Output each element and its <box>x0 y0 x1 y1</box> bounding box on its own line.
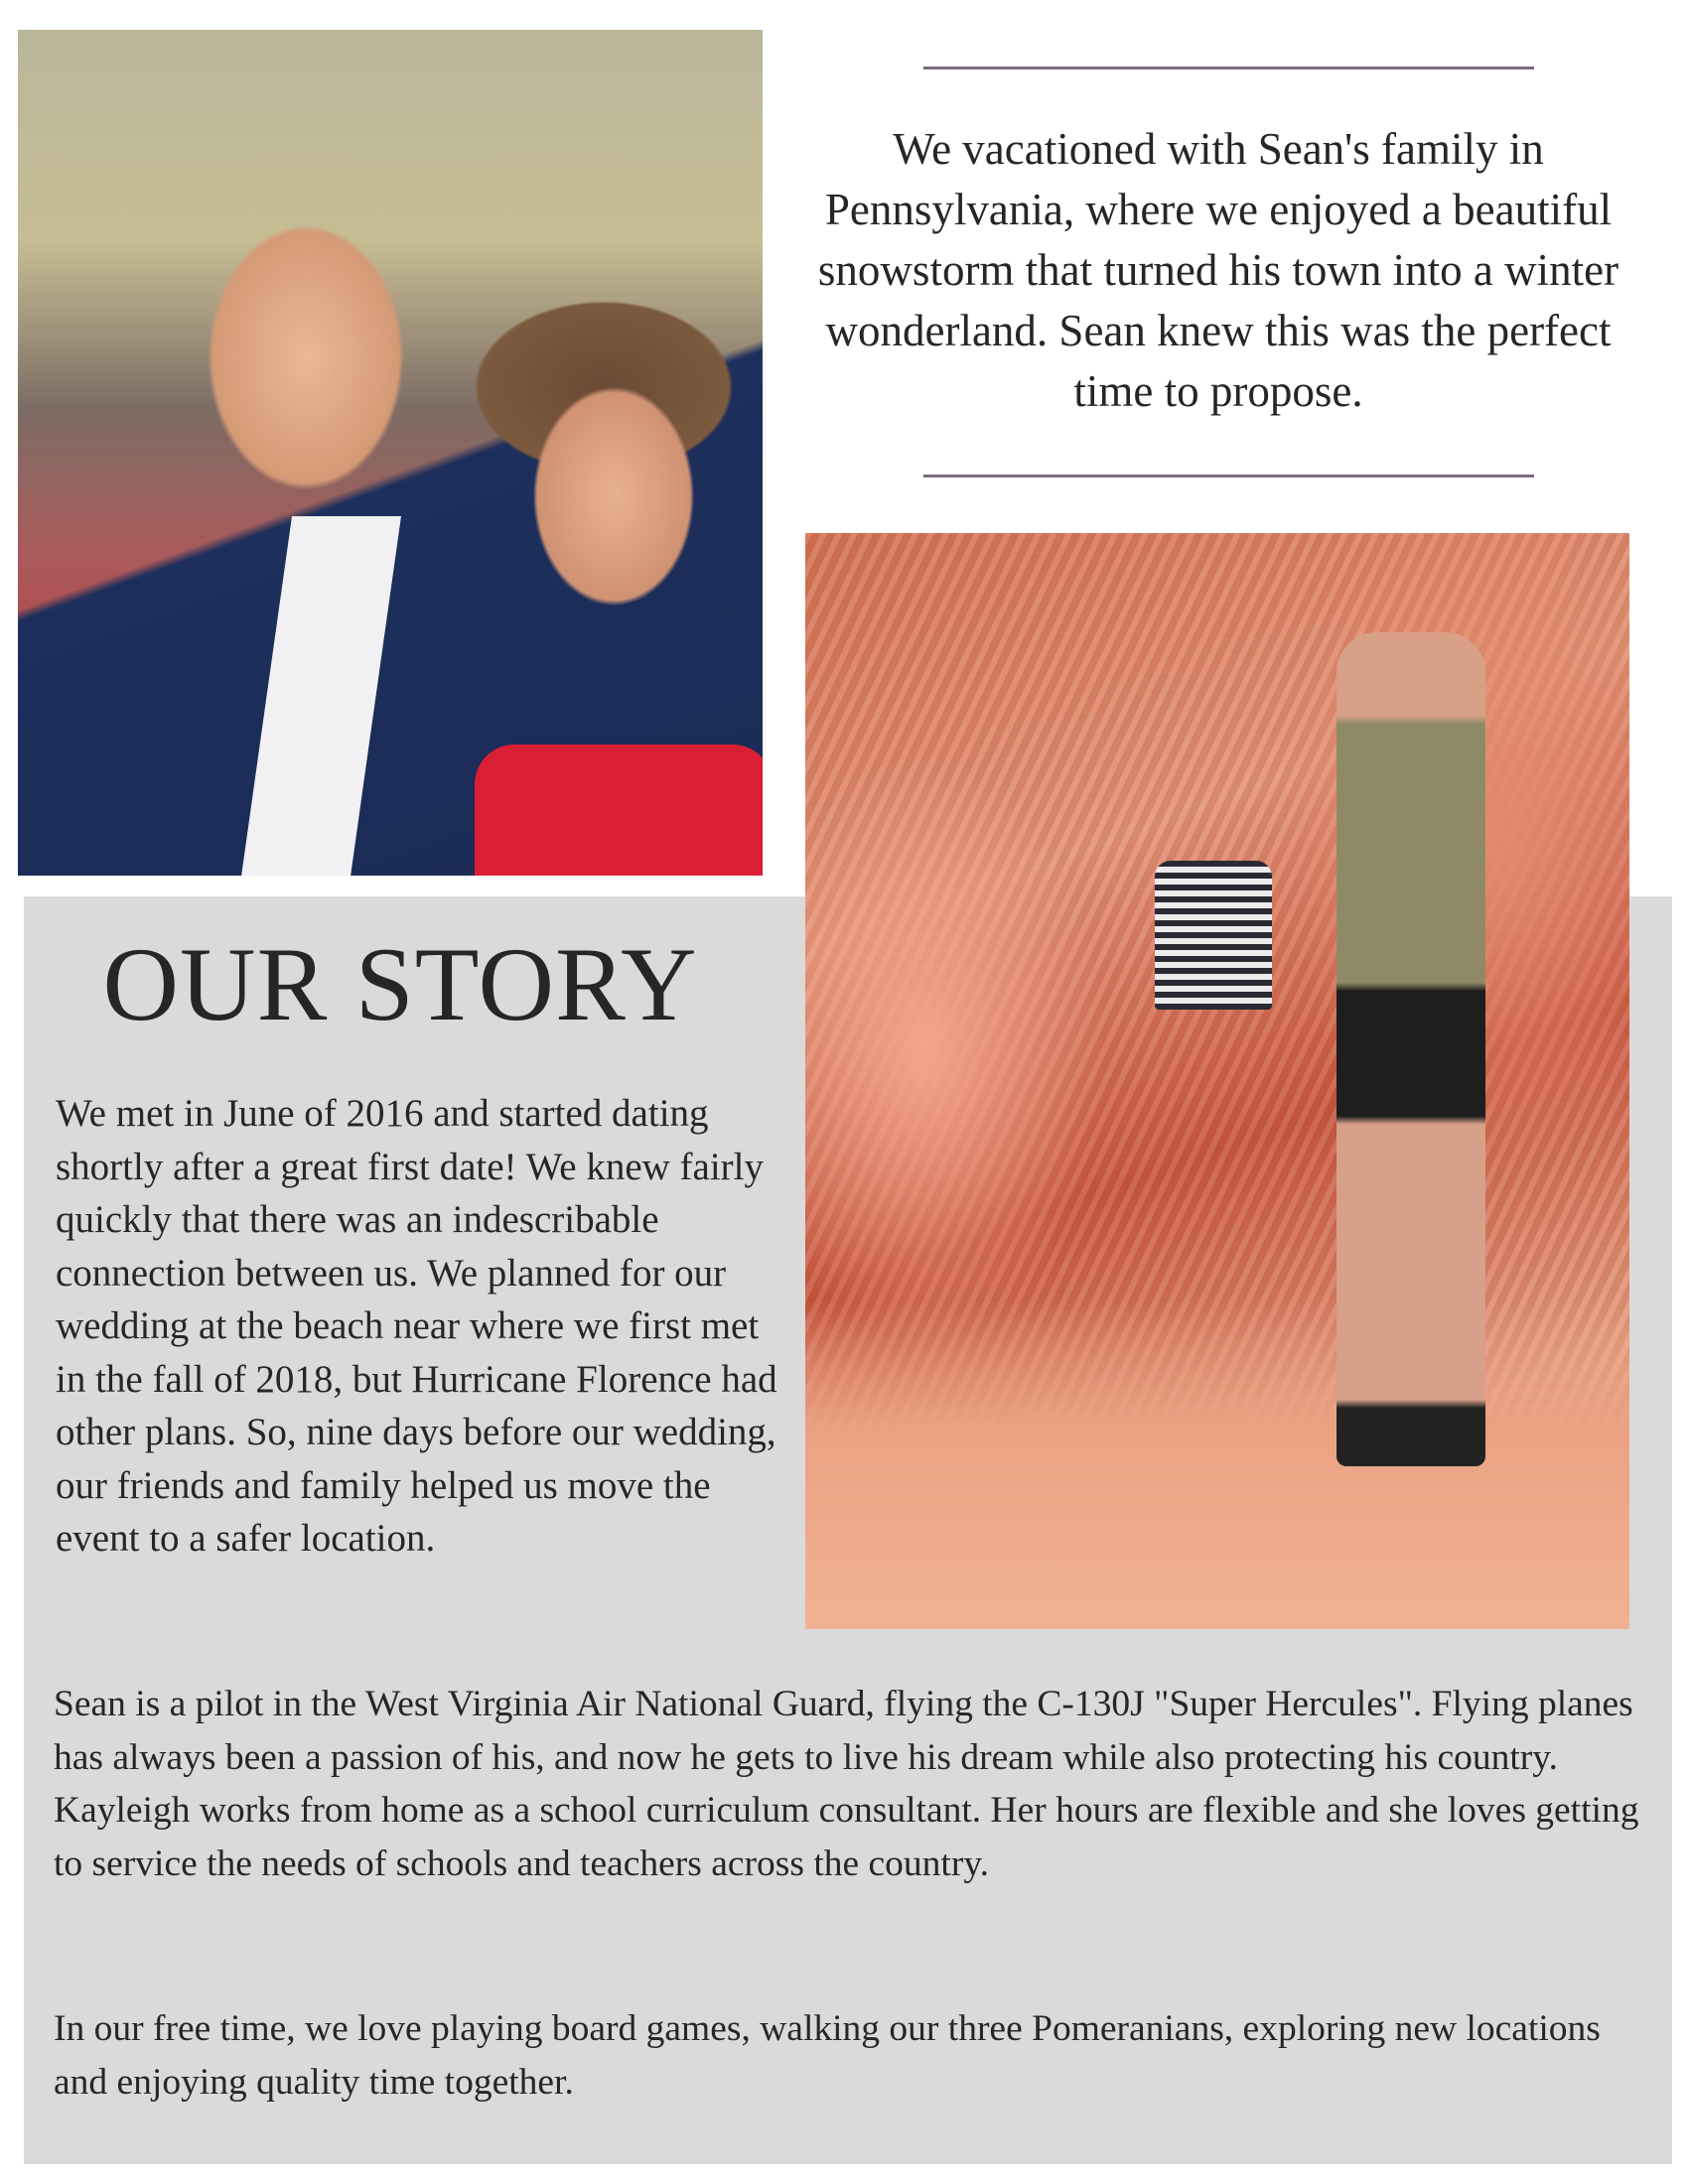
striped-top-shape <box>1155 861 1272 1010</box>
top-divider-rule <box>923 67 1534 69</box>
story-paragraph-free-time: In our free time, we love playing board games, walking our three Pomeranians, exploring new locations and enjoying quality time together. <box>54 2008 1601 2103</box>
proposal-paragraph: We vacationed with Sean's family in Pennsylvania, where we enjoyed a beautiful snowstorm that turned his town into a winter wonderland. Sean knew this was the perfect time to propose. <box>817 124 1619 416</box>
couple-selfie-photo <box>18 30 763 876</box>
story-paragraph-careers: Sean is a pilot in the West Virginia Air National Guard, flying the C-130J "Super Hercules". Flying planes has always been a passion of his, and now he gets to live his dream while also protecting his country. Kayleigh works from home as a school curriculum consultant. Her hours are flexible and she loves getting to service the needs of schools and teachers across the country. <box>54 1684 1639 1884</box>
selfie-shirt-shape <box>240 516 401 876</box>
bottom-divider-rule <box>923 475 1534 478</box>
selfie-dress-shape <box>475 745 763 876</box>
man-figure <box>1336 632 1485 1466</box>
woman-figure <box>1143 747 1282 1461</box>
story-title: OUR STORY <box>102 926 698 1042</box>
canyon-couple-photo <box>805 533 1629 1629</box>
story-paragraph-meeting: We met in June of 2016 and started dating shortly after a great first date! We knew fairly quickly that there was an indescribable connection between us. We planned for our wedding at the beach near where we first met in the fall of 2018, but Hurricane Florence had other plans. So, nine days before our wedding, our friends and family helped us move the event to a safer location. <box>56 1092 777 1560</box>
